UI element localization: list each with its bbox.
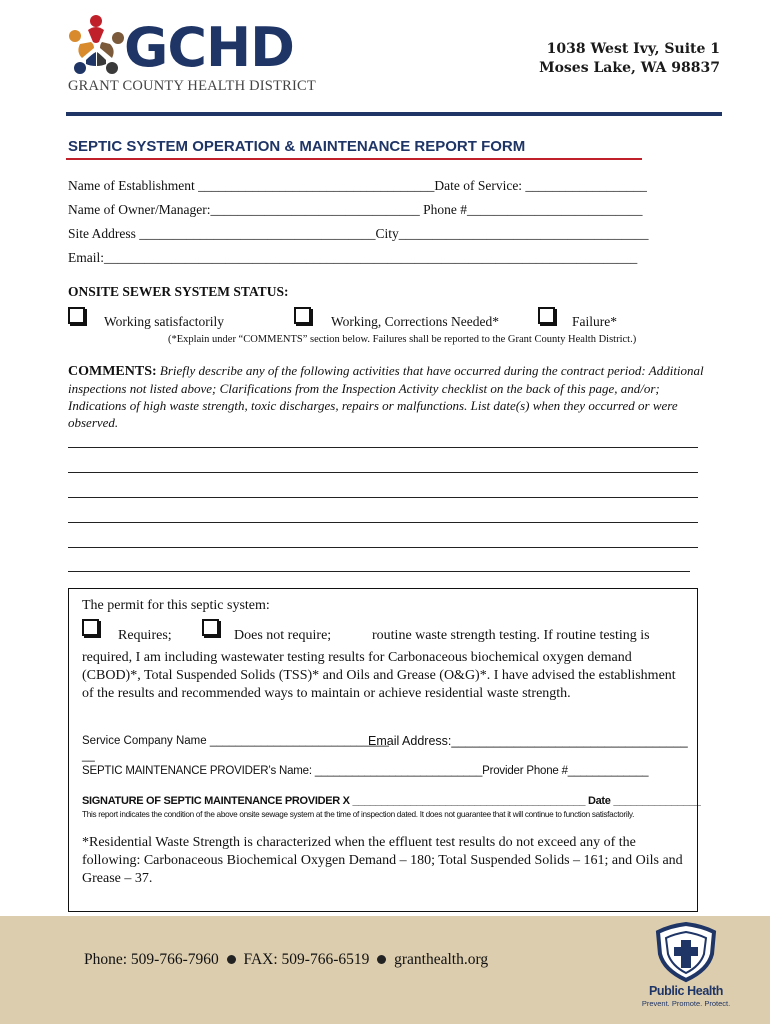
- public-health-name: Public Health: [649, 984, 723, 998]
- comment-line[interactable]: [68, 497, 698, 498]
- residential-strength-note: *Residential Waste Strength is characterized when the effluent test results do not exceed any of the following: Carbonaceous Biochemical Oxygen Demand – 180; Total Suspended Solids – 161; and Oils and Grease – 37.: [82, 835, 683, 886]
- provider-name-field[interactable]: SEPTIC MAINTENANCE PROVIDER’s Name: ___________________________Provider Phone #_____________: [82, 765, 649, 777]
- disclaimer: This report indicates the condition of the above onsite sewage system at the time of inspection dated. It does not guarantee that it will continue to function satisfactorily.: [82, 810, 635, 819]
- form-title: SEPTIC SYSTEM OPERATION & MAINTENANCE REPORT FORM: [68, 138, 526, 155]
- footer-phone: Phone: 509-766-7960: [84, 951, 219, 968]
- checkbox-failure[interactable]: [538, 307, 555, 324]
- comments-heading: COMMENTS:: [68, 364, 157, 379]
- logo-subtitle: GRANT COUNTY HEALTH DISTRICT: [68, 78, 316, 94]
- shield-cross-icon: [636, 920, 736, 984]
- checkbox-requires[interactable]: [82, 619, 99, 636]
- label-requires: Requires;: [118, 628, 172, 643]
- status-heading: ONSITE SEWER SYSTEM STATUS:: [68, 284, 289, 299]
- establishment-field[interactable]: Name of Establishment ___________________________________Date of Service: __________________: [68, 178, 647, 193]
- bullet-icon: [227, 955, 236, 964]
- bullet-icon: [377, 955, 386, 964]
- permit-text-inline: routine waste strength testing. If routine testing is: [372, 628, 650, 643]
- owner-field[interactable]: Name of Owner/Manager:_______________________________ Phone #__________________________: [68, 202, 643, 217]
- footer-fax: FAX: 509-766-6519: [243, 951, 370, 968]
- comment-line[interactable]: [68, 447, 698, 448]
- title-underline: [66, 158, 642, 160]
- gchd-people-icon: [66, 14, 126, 76]
- label-corrections-needed: Working, Corrections Needed*: [331, 314, 499, 329]
- comment-line[interactable]: [68, 571, 690, 572]
- checkbox-corrections-needed[interactable]: [294, 307, 311, 324]
- permit-intro: The permit for this septic system:: [82, 598, 270, 613]
- public-health-tagline: Prevent. Promote. Protect.: [641, 999, 731, 1008]
- footer-contact: [84, 951, 488, 969]
- email-field[interactable]: Email:_______________________________________________________________________________: [68, 250, 638, 265]
- checkbox-does-not-require[interactable]: [202, 619, 219, 636]
- header-rule: [66, 112, 722, 116]
- comments-body: Briefly describe any of the following activities that have occurred during the contract period: Additional inspections not listed above; Clarifications from the Inspection Activity checklist on the back of this page, and/or; Indications of high waste strength, toxic discharges, repairs or malfunctions. List date(s) when they occurred or were observed.: [68, 363, 704, 430]
- comments-instructions: [68, 362, 708, 431]
- public-health-logo: [636, 920, 736, 1020]
- address-line-2: Moses Lake, WA 98837: [539, 60, 720, 76]
- email-address-field[interactable]: Email Address:__________________________________: [368, 734, 688, 748]
- comment-line[interactable]: [68, 472, 698, 473]
- service-line-wrap: __: [82, 750, 95, 762]
- service-company-field[interactable]: Service Company Name ____________________________: [82, 735, 389, 747]
- comment-line[interactable]: [68, 547, 698, 548]
- office-address: [539, 40, 720, 78]
- checkbox-working-satisfactorily[interactable]: [68, 307, 85, 324]
- status-note: (*Explain under “COMMENTS” section below. Failures shall be reported to the Grant County Health District.): [168, 334, 637, 345]
- comment-line[interactable]: [68, 522, 698, 523]
- site-address-field[interactable]: Site Address ___________________________________City_____________________________________: [68, 226, 649, 241]
- label-does-not-require: Does not require;: [234, 628, 332, 643]
- address-line-1: 1038 West Ivy, Suite 1: [546, 41, 720, 57]
- label-working-satisfactorily: Working satisfactorily: [104, 314, 225, 329]
- gchd-logo: [66, 14, 316, 96]
- label-failure: Failure*: [572, 314, 617, 329]
- footer-website[interactable]: granthealth.org: [394, 951, 489, 968]
- logo-wordmark: GCHD: [124, 16, 294, 79]
- permit-text-body: required, I am including wastewater testing results for Carbonaceous biochemical oxygen demand (CBOD)*, Total Suspended Solids (TSS)* and Oils and Grease (O&G)*. I have advised the establishment of the results and recommended ways to maintain or achieve residential waste strength.: [82, 650, 676, 701]
- signature-line[interactable]: SIGNATURE OF SEPTIC MAINTENANCE PROVIDER X ________________________________________ Date _______________: [82, 795, 701, 807]
